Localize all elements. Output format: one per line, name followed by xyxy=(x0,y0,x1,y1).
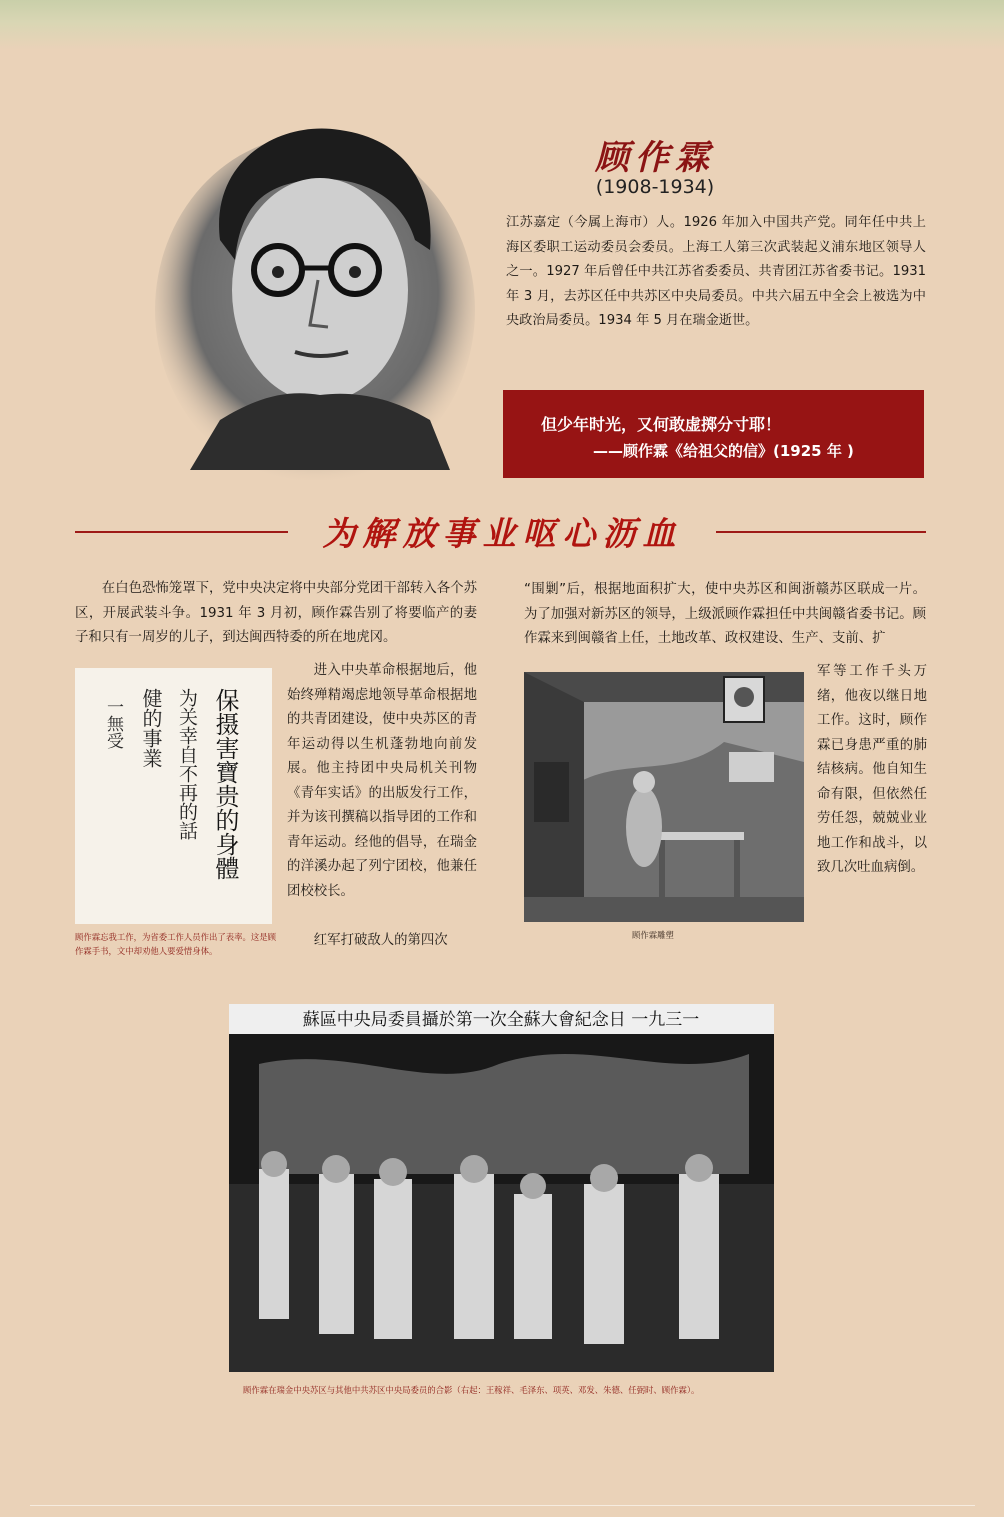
footer-divider xyxy=(30,1505,975,1506)
group-photo-banner: 蘇區中央局委員攝於第一次全蘇大會紀念日 一九三一 xyxy=(302,1010,700,1030)
manuscript-text-col2: 为关幸自不再的話 xyxy=(176,688,198,840)
section-title: 为解放事业呕心沥血 xyxy=(322,514,683,553)
paragraph-illness: 军等工作千头万绪，他夜以继日地工作。这时，顾作霖已身患严重的肺结核病。他自知生命有限，但依然任劳任怨，兢兢业业地工作和战斗，以致几次吐血病倒。 xyxy=(817,664,927,875)
title-rule-left xyxy=(75,531,288,533)
statue-caption: 顾作霖雕塑 xyxy=(632,930,674,940)
paragraph-intro: 在白色恐怖笼罩下，党中央决定将中央部分党团干部转入各个苏区，开展武装斗争。1931 年 3 月初，顾作霖告别了将要临产的妻子和只有一周岁的儿子，到达闽西特委的所在地虎冈。 xyxy=(75,581,477,645)
person-name: 顾作霖 xyxy=(595,138,715,178)
person-bio: 江苏嘉定（今属上海市）人。1926 年加入中国共产党。同年任中共上海区委职工运动委员会委员。上海工人第三次武装起义浦东地区领导人之一。1927 年后曾任中共江苏省委委员、共青团江苏省委书记。1931 年 3 月，去苏区任中共苏区中央局委员。中共六届五中全会上被选为中央政治局委员。1934 年 5 月在瑞金逝世。 xyxy=(506,215,926,328)
portrait-photo xyxy=(150,120,480,480)
manuscript-text-col4: 一無受 xyxy=(103,698,123,749)
statue-photo xyxy=(524,672,804,922)
paragraph-base-area: 进入中央革命根据地后，他始终殚精竭虑地领导革命根据地的共青团建设，使中央苏区的青年运动得以生机蓬勃地向前发展。他主持团中央局机关刊物《青年实话》的出版发行工作，并为该刊撰稿以指导团的工作和青年运动。经他的倡导，在瑞金的洋溪办起了列宁团校，他兼任团校校长。 xyxy=(287,663,477,899)
group-photo-caption: 顾作霖在瑞金中央苏区与其他中共苏区中央局委员的合影（右起：王稼祥、毛泽东、项英、邓发、朱德、任弼时、顾作霖）。 xyxy=(243,1385,700,1395)
manuscript-caption: 顾作霖忘我工作，为省委工作人员作出了表率。这是顾作霖手书，文中却劝他人要爱惜身体。 xyxy=(75,932,276,956)
group-photo xyxy=(229,1004,774,1372)
quote-text: 但少年时光，又何敢虚掷分寸耶！ xyxy=(541,415,782,434)
manuscript-photo xyxy=(75,668,272,924)
quote-source: ——顾作霖《给祖父的信》(1925 年 ) xyxy=(593,442,854,460)
quote-box xyxy=(503,390,924,478)
decorative-top-band xyxy=(0,0,1004,50)
manuscript-text-col1: 保摄害寶贵的身體 xyxy=(211,688,239,880)
manuscript-text-col3: 健的事業 xyxy=(139,688,163,768)
person-years: (1908-1934) xyxy=(595,176,715,198)
title-rule-right xyxy=(716,531,926,533)
paragraph-fourth-campaign: 红军打破敌人的第四次 xyxy=(313,933,448,948)
paragraph-soviet-expansion: “围剿”后，根据地面积扩大，使中央苏区和闽浙赣苏区联成一片。为了加强对新苏区的领导，上级派顾作霖担任中共闽赣省委书记。顾作霖来到闽赣省上任，土地改革、政权建设、生产、支前、扩 xyxy=(524,582,926,646)
